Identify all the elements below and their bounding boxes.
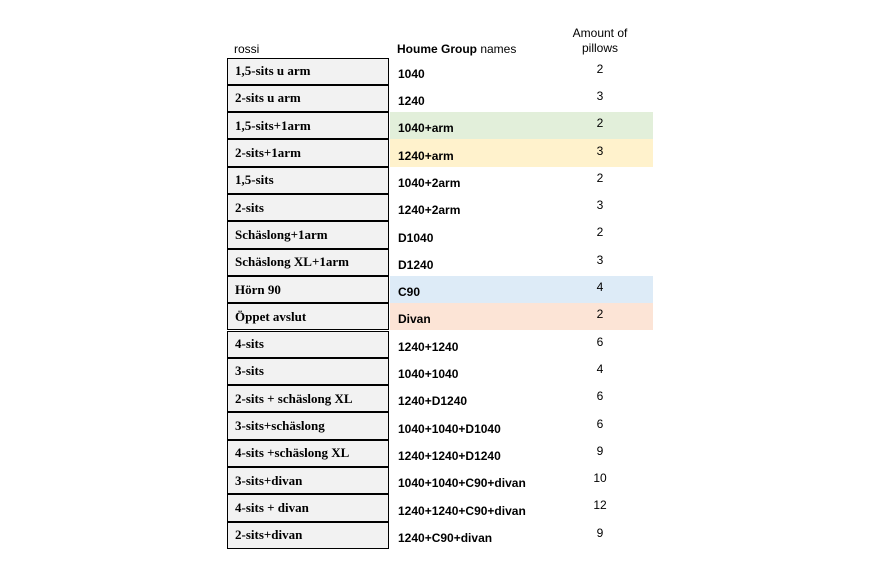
- pillows-cell: 2: [596, 225, 604, 240]
- header-names: names: [477, 42, 517, 56]
- rossi-cell: 2-sits+1arm: [227, 139, 389, 166]
- pillows-cell: 3: [596, 88, 604, 103]
- table-row: [0, 358, 871, 385]
- table-row: [0, 385, 871, 412]
- houme-name-cell: 1040+arm: [398, 121, 454, 136]
- table-row: [0, 112, 871, 139]
- houme-name-cell: 1240+D1240: [398, 394, 468, 409]
- rossi-cell: Öppet avslut: [227, 303, 389, 330]
- table-row: [0, 85, 871, 112]
- pillows-cell: 3: [596, 252, 604, 267]
- rossi-cell: 3-sits: [227, 358, 389, 385]
- pillows-cell: 10: [593, 471, 607, 486]
- houme-name-cell: C90: [398, 285, 421, 300]
- rossi-cell: 1,5-sits: [227, 167, 389, 194]
- table-row: [0, 412, 871, 439]
- rossi-cell: 2-sits: [227, 194, 389, 221]
- header-amount-line1: Amount of: [572, 26, 628, 40]
- houme-name-cell: 1240: [398, 94, 425, 109]
- houme-name-cell: 1040+1040+D1040: [398, 421, 501, 436]
- pillows-cell: 2: [596, 61, 604, 76]
- table-row: [0, 522, 871, 549]
- rossi-cell: 2-sits u arm: [227, 85, 389, 112]
- pillows-cell: 3: [596, 198, 604, 213]
- houme-name-cell: 1040+1040: [398, 367, 459, 382]
- table-row: [0, 440, 871, 467]
- pillows-cell: 2: [596, 116, 604, 131]
- rossi-cell: 1,5-sits u arm: [227, 58, 389, 85]
- houme-name-cell: 1240+1240+D1240: [398, 448, 501, 463]
- rossi-cell: 4-sits +schäslong XL: [227, 440, 389, 467]
- houme-name-cell: 1240+1240+C90+divan: [398, 503, 526, 518]
- houme-name-cell: 1040+2arm: [398, 175, 461, 190]
- table-row: [0, 331, 871, 358]
- table-row: [0, 276, 871, 303]
- header-houme-group-bold: Houme Group: [397, 42, 477, 56]
- rossi-cell: 1,5-sits+1arm: [227, 112, 389, 139]
- pillows-cell: 2: [596, 170, 604, 185]
- pillows-cell: 4: [596, 280, 604, 295]
- rossi-cell: 3-sits+schäslong: [227, 412, 389, 439]
- table-row: [0, 139, 871, 166]
- rossi-cell: Schäslong+1arm: [227, 221, 389, 248]
- rossi-cell: 4-sits + divan: [227, 494, 389, 521]
- houme-name-cell: D1040: [398, 230, 434, 245]
- pillows-cell: 2: [596, 307, 604, 322]
- header-amount-line2: pillows: [581, 41, 618, 55]
- rossi-cell: Hörn 90: [227, 276, 389, 303]
- rossi-cell: 2-sits+divan: [227, 522, 389, 549]
- pillows-cell: 6: [596, 334, 604, 349]
- houme-name-cell: 1040: [398, 66, 425, 81]
- rossi-cell: Schäslong XL+1arm: [227, 249, 389, 276]
- houme-name-cell: D1240: [398, 257, 434, 272]
- houme-name-cell: 1240+C90+divan: [398, 530, 493, 545]
- table-row: [0, 303, 871, 330]
- pillows-cell: 6: [596, 389, 604, 404]
- houme-name-cell: 1240+2arm: [398, 203, 461, 218]
- pillows-cell: 6: [596, 416, 604, 431]
- pillows-cell: 9: [596, 443, 604, 458]
- table-row: [0, 167, 871, 194]
- pillows-cell: 12: [593, 498, 607, 513]
- rossi-cell: 3-sits+divan: [227, 467, 389, 494]
- table-row: [0, 494, 871, 521]
- houme-name-cell: 1040+1040+C90+divan: [398, 476, 526, 491]
- table-row: [0, 221, 871, 248]
- houme-name-cell: 1240+1240: [398, 339, 459, 354]
- table-row: [0, 58, 871, 85]
- table-row: [0, 249, 871, 276]
- table-row: [0, 467, 871, 494]
- pillows-cell: 4: [596, 361, 604, 376]
- pillows-cell: 9: [596, 525, 604, 540]
- houme-name-cell: Divan: [398, 312, 431, 327]
- rossi-cell: 4-sits: [227, 331, 389, 358]
- rossi-cell: 2-sits + schäslong XL: [227, 385, 389, 412]
- table-row: [0, 194, 871, 221]
- header-rossi: rossi: [234, 42, 260, 56]
- houme-name-cell: 1240+arm: [398, 148, 454, 163]
- pillows-cell: 3: [596, 143, 604, 158]
